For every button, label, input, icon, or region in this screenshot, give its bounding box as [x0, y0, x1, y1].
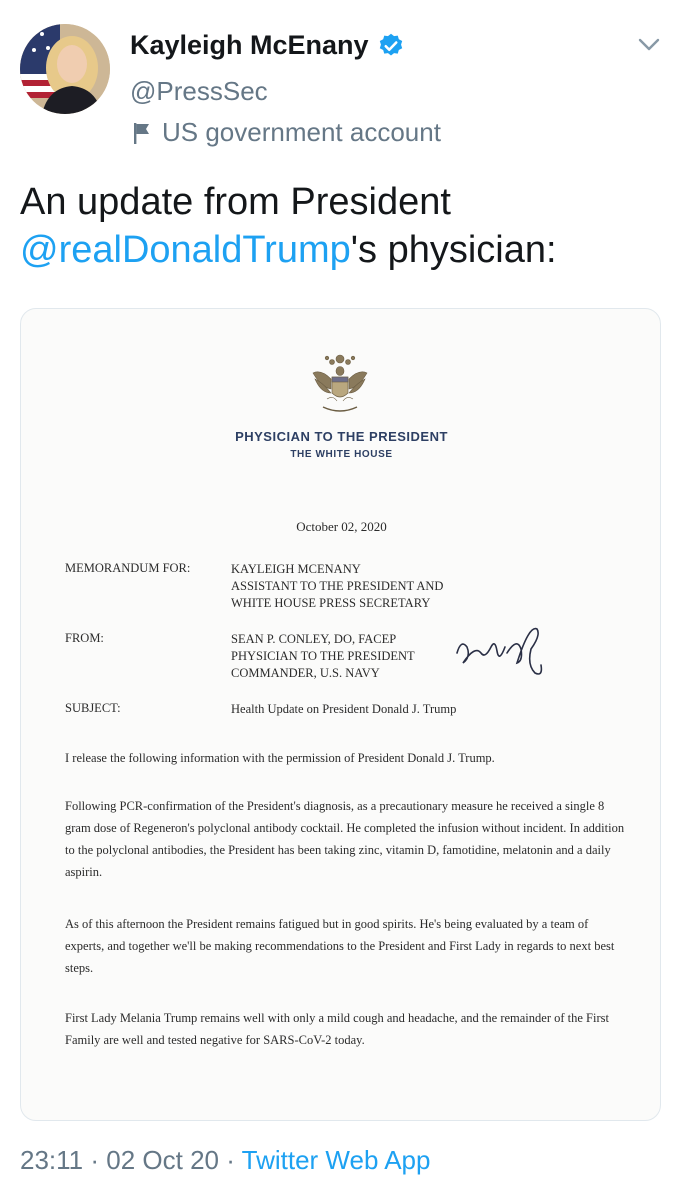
separator: · — [218, 1145, 242, 1175]
from-value — [231, 631, 415, 682]
separator: · — [83, 1145, 107, 1175]
verified-badge-icon — [377, 32, 405, 60]
government-account-text: US government account — [162, 117, 441, 147]
signature — [451, 617, 561, 679]
tweet-text — [20, 178, 660, 274]
author-handle[interactable]: @PressSec — [130, 76, 268, 106]
memo-paragraph: First Lady Melania Trump remains well with only a mild cough and headache, and the remainder of the First Family are well and tested negative for SARS-CoV-2 today. — [65, 1011, 609, 1047]
memorandum-for-value — [231, 561, 443, 612]
subject-label: SUBJECT: — [65, 701, 121, 715]
memo-paragraph: As of this afternoon the President remains fatigued but in good spirits. He's being evaluated by a team of experts, and together we'll be making recommendations to the President and First Lady in regards to next best steps. — [65, 917, 615, 975]
tweet-text-line-1: An update from President — [20, 181, 451, 223]
memo-paragraph: Following PCR-confirmation of the President's diagnosis, as a precautionary measure he received a single 8 gram dose of Regeneron's polyclonal antibody cocktail. He completed the infusion without incident. In addition to the polyclonal antibodies, the President has been taking zinc, vitamin D, famotidine, melatonin and a daily aspirin. — [65, 799, 625, 879]
tweet-text-line-2 — [20, 226, 660, 274]
memo-document — [21, 309, 661, 1121]
from-line: SEAN P. CONLEY, DO, FACEP — [231, 632, 397, 646]
mention-link[interactable]: @realDonaldTrump — [20, 229, 351, 271]
memo-date: October 02, 2020 — [296, 519, 387, 534]
source-app-link[interactable]: Twitter Web App — [241, 1145, 431, 1175]
memorandum-for-line: WHITE HOUSE PRESS SECRETARY — [231, 596, 431, 610]
letterhead-subtitle: THE WHITE HOUSE — [290, 449, 393, 460]
memo-paragraph: I release the following information with the permission of President Donald J. Trump. — [65, 751, 495, 765]
memorandum-for-line: ASSISTANT TO THE PRESIDENT AND — [231, 579, 444, 593]
memorandum-for-label: MEMORANDUM FOR: — [65, 561, 191, 575]
display-name[interactable]: Kayleigh McEnany — [130, 30, 369, 60]
government-account-label — [130, 117, 441, 148]
tweet-text-suffix: 's physician: — [350, 229, 557, 271]
attached-image[interactable] — [20, 308, 661, 1121]
letterhead-title: PHYSICIAN TO THE PRESIDENT — [235, 429, 448, 444]
subject-value: Health Update on President Donald J. Trump — [231, 702, 457, 716]
from-line: PHYSICIAN TO THE PRESIDENT — [231, 649, 415, 663]
avatar[interactable] — [20, 24, 110, 114]
presidential-seal-icon — [307, 349, 373, 419]
tweet-timestamp — [20, 1145, 430, 1176]
tweet-date[interactable]: 02 Oct 20 — [106, 1145, 219, 1175]
tweet-time[interactable]: 23:11 — [20, 1145, 84, 1175]
author-name-row[interactable] — [130, 30, 405, 61]
from-label: FROM: — [65, 631, 104, 645]
memorandum-for-line: KAYLEIGH MCENANY — [231, 562, 361, 576]
from-line: COMMANDER, U.S. NAVY — [231, 666, 380, 680]
flag-icon — [132, 121, 152, 145]
chevron-down-icon[interactable] — [638, 38, 660, 52]
